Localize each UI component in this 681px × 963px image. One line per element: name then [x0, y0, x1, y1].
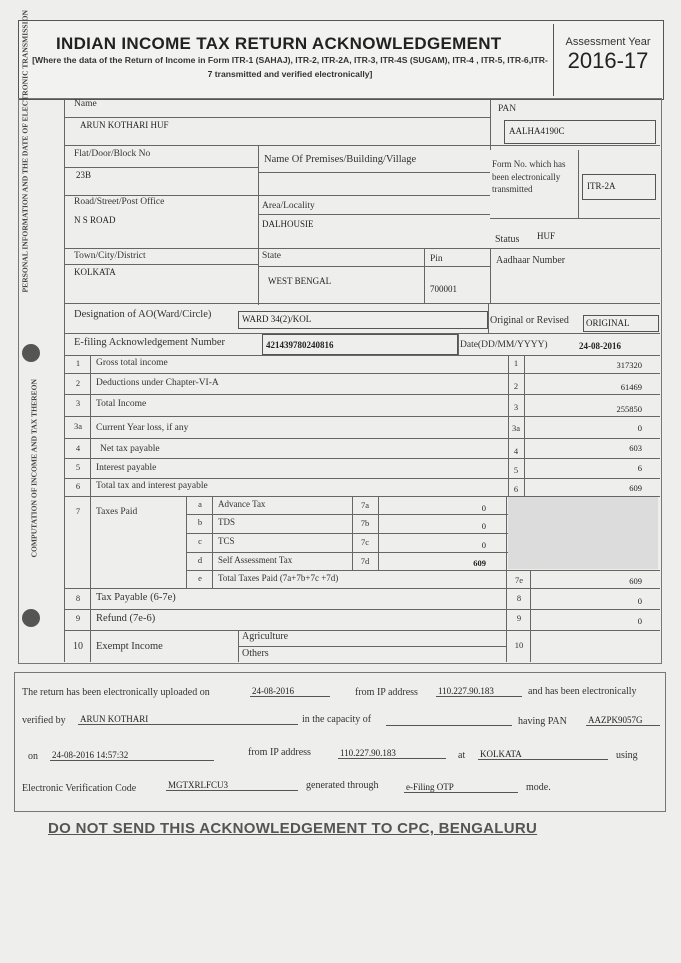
- divider: [490, 98, 491, 150]
- side-label-personal: PERSONAL INFORMATION AND THE DATE OF ELECTRONIC TRANSMISSION: [20, 10, 30, 293]
- divider: [64, 373, 660, 374]
- punch-hole: [22, 609, 40, 627]
- flat-value: 23B: [76, 170, 92, 180]
- item-amount: 0: [481, 503, 486, 513]
- row-label: Exempt Income: [96, 641, 163, 652]
- divider: [258, 214, 490, 215]
- road-label: Road/Street/Post Office: [74, 197, 165, 207]
- verification-text: and has been electronically: [528, 686, 637, 697]
- verification-text: at: [458, 750, 466, 761]
- page-title: INDIAN INCOME TAX RETURN ACKNOWLEDGEMENT: [56, 34, 502, 53]
- page-subtitle: [Where the data of the Return of Income in Form ITR-1 (SAHAJ), ITR-2, ITR-2A, ITR-3, ITR-4S (SUGAM), ITR-4 , ITR-5, ITR-6,ITR-7 transmitted and verified electronically]: [32, 55, 548, 79]
- town-label: Town/City/District: [74, 251, 146, 261]
- item-amount: 609: [629, 576, 642, 586]
- row-number: 2: [75, 378, 81, 388]
- divider: [186, 570, 660, 571]
- verification-text: in the capacity of: [302, 714, 372, 725]
- divider: [64, 167, 258, 168]
- divider: [64, 98, 65, 662]
- item-label: Advance Tax: [218, 499, 266, 509]
- item-code: 7c: [360, 537, 370, 547]
- item-letter: a: [198, 499, 202, 509]
- divider: [64, 248, 660, 249]
- verification-text: mode.: [526, 782, 551, 793]
- premises-label: Name Of Premises/Building/Village: [264, 154, 417, 165]
- item-letter: c: [198, 536, 202, 546]
- divider: [64, 145, 660, 146]
- row-label: Total Income: [96, 399, 147, 409]
- area-label: Area/Locality: [262, 201, 315, 211]
- divider: [64, 394, 660, 395]
- row-label: Deductions under Chapter-VI-A: [96, 378, 219, 388]
- state-label: State: [262, 251, 281, 261]
- exempt-agriculture-label: Agriculture: [242, 631, 289, 642]
- divider: [490, 218, 660, 219]
- evc-code: MGTXRLFCU3: [166, 780, 298, 791]
- designation-label: Designation of AO(Ward/Circle): [74, 309, 212, 320]
- divider: [64, 117, 490, 118]
- verification-ip-address: 110.227.90.183: [338, 748, 446, 759]
- form-no-value: ITR-2A: [587, 181, 616, 191]
- divider: [186, 552, 508, 553]
- divider: [238, 646, 506, 647]
- verification-text: verified by: [22, 715, 66, 726]
- verification-text: using: [616, 750, 638, 761]
- verification-text: from IP address: [355, 687, 418, 698]
- divider: [64, 458, 660, 459]
- divider: [64, 609, 660, 610]
- divider: [64, 588, 660, 589]
- item-letter: d: [197, 555, 203, 565]
- exempt-others-label: Others: [242, 648, 269, 659]
- efiling-value: 421439780240816: [266, 340, 334, 350]
- item-code: 7d: [360, 556, 370, 566]
- verification-text: having PAN: [518, 716, 567, 727]
- item-amount: 0: [481, 540, 486, 550]
- upload-date: 24-08-2016: [250, 686, 330, 697]
- divider: [258, 145, 259, 305]
- row-label: Total tax and interest payable: [96, 481, 208, 491]
- row-number: 10: [73, 641, 83, 652]
- item-letter: e: [198, 573, 202, 583]
- status-value: HUF: [537, 231, 556, 241]
- divider: [258, 266, 490, 267]
- item-code: 7e: [514, 575, 524, 585]
- item-amount: 609: [473, 558, 486, 568]
- row-code: 3: [513, 402, 519, 412]
- status-label: Status: [495, 234, 520, 245]
- divider: [64, 195, 490, 196]
- row-number: 7: [75, 506, 81, 516]
- row-amount: 255850: [616, 404, 642, 414]
- designation-value: WARD 34(2)/KOL: [242, 314, 312, 324]
- verifier-pan: AAZPK9057G: [586, 715, 660, 726]
- aadhaar-label: Aadhaar Number: [496, 255, 566, 266]
- verification-text: from IP address: [248, 747, 311, 758]
- row-label: Current Year loss, if any: [96, 423, 189, 433]
- date-value: 24-08-2016: [579, 341, 621, 351]
- divider: [524, 355, 525, 498]
- item-code: 7a: [360, 500, 370, 510]
- row-code: 9: [516, 613, 522, 623]
- road-value: N S ROAD: [74, 215, 116, 225]
- divider: [64, 630, 660, 631]
- orig-rev-label: Original or Revised: [490, 315, 569, 326]
- item-letter: b: [197, 517, 203, 527]
- row-code: 2: [513, 381, 519, 391]
- divider: [64, 478, 660, 479]
- divider: [258, 172, 490, 173]
- name-value: ARUN KOTHARI HUF: [80, 120, 169, 130]
- row-code: 10: [514, 640, 524, 650]
- row-amount: 609: [629, 483, 642, 493]
- divider: [578, 150, 579, 218]
- divider: [458, 333, 459, 355]
- flat-label: Flat/Door/Block No: [74, 149, 151, 159]
- date-label: Date(DD/MM/YYYY): [460, 340, 548, 350]
- pin-label: Pin: [430, 254, 443, 264]
- assessment-year-label: Assessment Year: [565, 36, 651, 48]
- footer-notice: DO NOT SEND THIS ACKNOWLEDGEMENT TO CPC, BENGALURU: [48, 820, 538, 837]
- punch-hole: [22, 344, 40, 362]
- row-amount: 603: [629, 443, 642, 453]
- divider: [506, 496, 507, 588]
- shaded-area: [508, 497, 658, 569]
- efiling-label: E-filing Acknowledgement Number: [74, 337, 226, 348]
- divider: [64, 355, 660, 356]
- row-amount: 61469: [620, 382, 642, 392]
- verification-text: Electronic Verification Code: [22, 783, 137, 794]
- row-label: Refund (7e-6): [96, 613, 156, 624]
- item-amount: 0: [481, 521, 486, 531]
- divider: [186, 514, 508, 515]
- verification-text: generated through: [306, 780, 379, 791]
- divider: [186, 533, 508, 534]
- divider: [212, 496, 213, 588]
- divider: [64, 264, 258, 265]
- row-code: 3a: [511, 423, 521, 433]
- divider: [90, 355, 91, 662]
- town-value: KOLKATA: [74, 267, 116, 277]
- state-value: WEST BENGAL: [268, 276, 332, 286]
- divider: [506, 588, 507, 662]
- row-amount: 317320: [616, 360, 642, 370]
- evc-mode: e-Filing OTP: [404, 782, 518, 793]
- divider: [64, 303, 660, 304]
- row-number: 4: [75, 443, 81, 453]
- orig-rev-value: ORIGINAL: [586, 318, 630, 328]
- row-code: 8: [516, 593, 522, 603]
- row-code: 5: [513, 465, 519, 475]
- row-number: 5: [75, 462, 81, 472]
- row-number: 1: [75, 358, 81, 368]
- verification-text: The return has been electronically uploaded on: [22, 687, 210, 698]
- row-number: 9: [75, 613, 81, 623]
- row-amount: 6: [637, 463, 642, 473]
- divider: [64, 416, 660, 417]
- divider: [488, 303, 489, 333]
- row-code: 4: [513, 446, 519, 456]
- divider: [530, 570, 531, 662]
- pin-value: 700001: [430, 284, 457, 294]
- row-code: 1: [513, 358, 519, 368]
- divider: [424, 248, 425, 303]
- name-label: Name: [74, 99, 97, 109]
- row-amount: 0: [637, 596, 642, 606]
- verification-text: on: [28, 751, 38, 762]
- row-label: Net tax payable: [100, 444, 160, 454]
- row-label: Interest payable: [96, 463, 157, 473]
- item-code: 7b: [360, 518, 370, 528]
- item-label: TDS: [218, 517, 236, 527]
- verifier-name: ARUN KOTHARI: [78, 714, 298, 725]
- verifier-capacity: [386, 714, 512, 726]
- divider: [186, 496, 187, 588]
- item-label: TCS: [218, 536, 235, 546]
- row-amount: 0: [637, 616, 642, 626]
- item-label: Self Assessment Tax: [218, 555, 293, 565]
- row-number: 6: [75, 481, 81, 491]
- row-number: 3: [75, 398, 81, 408]
- pan-value: AALHA4190C: [509, 126, 565, 136]
- row-amount: 0: [637, 423, 642, 433]
- divider: [490, 248, 491, 303]
- form-no-label: Form No. which has been electronically transmitted: [492, 159, 566, 194]
- area-value: DALHOUSIE: [262, 219, 314, 229]
- row-label: Gross total income: [96, 358, 168, 368]
- pan-label: PAN: [498, 104, 517, 114]
- divider: [64, 438, 660, 439]
- row-code: 6: [513, 484, 519, 494]
- verification-datetime: 24-08-2016 14:57:32: [50, 750, 214, 761]
- verification-place: KOLKATA: [478, 749, 608, 760]
- row-number: 3a: [73, 421, 83, 431]
- row-number: 8: [75, 593, 81, 603]
- upload-ip-address: 110.227.90.183: [436, 686, 522, 697]
- side-label-computation: COMPUTATION OF INCOME AND TAX THEREON: [29, 378, 39, 558]
- taxes-paid-label: Taxes Paid: [96, 507, 138, 517]
- item-label: Total Taxes Paid (7a+7b+7c +7d): [218, 573, 339, 583]
- assessment-year-value: 2016-17: [567, 48, 649, 73]
- row-label: Tax Payable (6-7e): [96, 592, 176, 603]
